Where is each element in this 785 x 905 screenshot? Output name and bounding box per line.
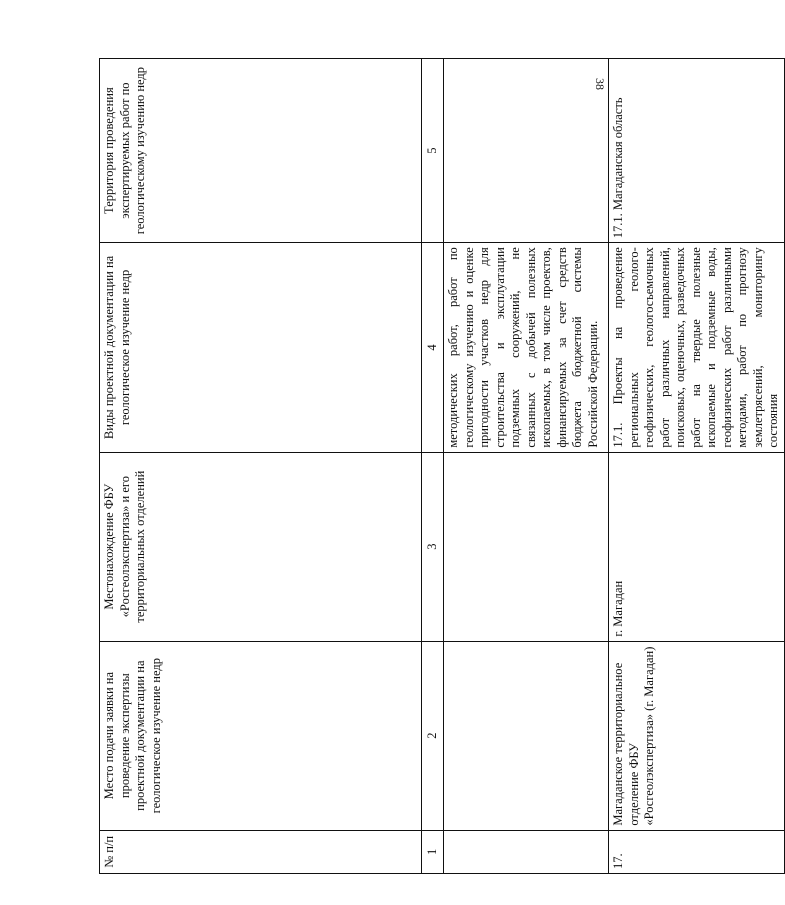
header-cell-5: Территория проведения экспертируемых работ по геологическому изучению недр bbox=[100, 59, 422, 243]
row17-territory: 17.1. Магаданская область bbox=[609, 59, 785, 243]
column-number-2: 2 bbox=[422, 641, 444, 830]
expertise-table bbox=[99, 58, 785, 874]
header-cell-4: Виды проектной документации на геологическое изучение недр bbox=[100, 243, 422, 452]
table-row bbox=[444, 59, 609, 874]
column-number-5: 5 bbox=[422, 59, 444, 243]
header-cell-2: Место подачи заявки на проведение экспертизы проектной документации на геологическое изучение недр bbox=[100, 641, 422, 830]
column-number-4: 4 bbox=[422, 243, 444, 452]
table-row bbox=[609, 59, 785, 874]
continuation-num-cell bbox=[444, 830, 609, 873]
row17-num: 17. bbox=[609, 830, 785, 873]
table-row bbox=[422, 59, 444, 874]
column-number-1: 1 bbox=[422, 830, 444, 873]
column-number-3: 3 bbox=[422, 452, 444, 641]
continuation-territory-cell bbox=[444, 59, 609, 243]
row17-place: Магаданское территориальное отделение ФБУ «Росгеолэкспертиза» (г. Магадан) bbox=[609, 641, 785, 830]
continuation-place-cell bbox=[444, 641, 609, 830]
page-number: 38 bbox=[593, 78, 607, 90]
header-cell-1: № п/п bbox=[100, 830, 422, 873]
row17-docs: 17.1. Проекты на проведение региональных геолого-геофизических, геологосъемочных работ различных направлений, поисковых, оценочных, разведочных работ на твердые полезные ископаемые и подземные воды, геофизических работ различными методами, работ по прогнозу землетрясений, мониторингу состояния bbox=[609, 243, 785, 452]
header-cell-3: Местонахождение ФБУ «Росгеолэкспертиза» и его территориальных отделений bbox=[100, 452, 422, 641]
continuation-docs-cell: методических работ, работ по геологическому изучению и оценке пригодности участков недр для строительства и эксплуатации подземных сооружений, не связанных с добычей полезных ископаемых, в том числе проектов, финансируемых за счет средств бюджета бюджетной системы Российской Федерации. bbox=[444, 243, 609, 452]
continuation-location-cell bbox=[444, 452, 609, 641]
row17-location: г. Магадан bbox=[609, 452, 785, 641]
table-row bbox=[100, 59, 422, 874]
